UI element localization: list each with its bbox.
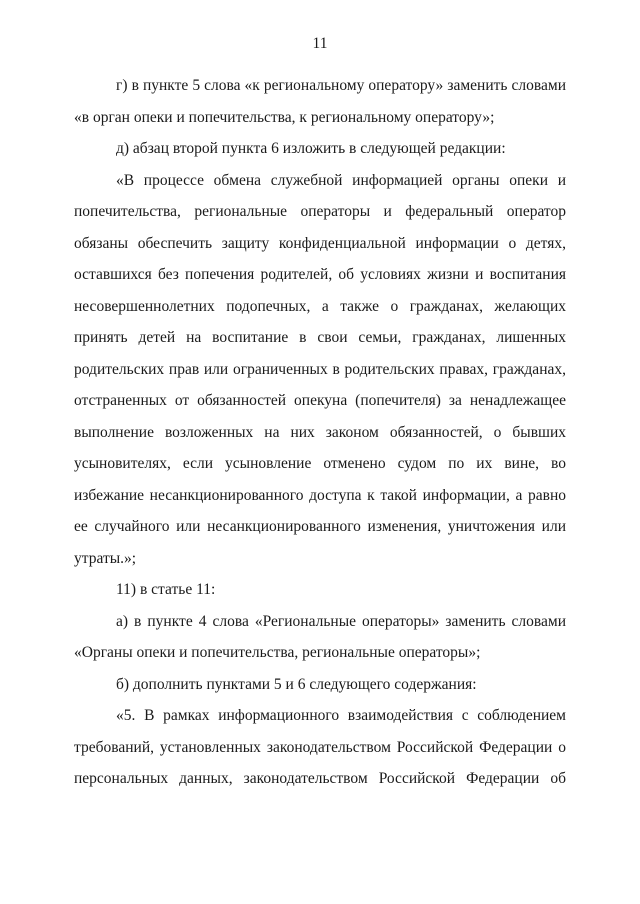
paragraph-b: б) дополнить пунктами 5 и 6 следующего содержания: [116, 675, 477, 693]
paragraph-g: г) в пункте 5 слова «к региональному оператору» заменить словами «в орган опеки и попечительства, к региональному оператору»; [74, 77, 566, 126]
paragraph-quote-confidentiality: «В процессе обмена служебной информацией органы опеки и попечительства, региональные операторы и федеральный оператор обязаны обеспечить защиту конфиденциальной информации о детях, оставшихся без попечения родителей, об условиях жизни и воспитания несовершеннолетних подопечных, а также о гражданах, желающих принять детей на воспитание в свои семьи, гражданах, лишенных родительских прав или ограниченных в родительских правах, гражданах, отстраненных от обязанностей опекуна (попечителя) за ненадлежащее выполнение возложенных на них законом обязанностей, о бывших усыновителях, если усыновление отменено судом по их вине, во избежание несанкционированного доступа к такой информации, а равно ее случайного или несанкционированного изменения, уничтожения или утраты.»; [74, 171, 566, 567]
paragraph-quote-5: «5. В рамках информационного взаимодействия с соблюдением требований, установленных законодательством Российской Федерации о персональных данных, законодательством Российской Федерации об [74, 707, 566, 787]
paragraph-article-11: 11) в статье 11: [116, 581, 216, 598]
paragraph-a: а) в пункте 4 слова «Региональные операторы» заменить словами «Органы опеки и попечительства, региональные операторы»; [74, 612, 566, 661]
page-number: 11 [312, 35, 328, 52]
document-body [74, 70, 566, 795]
paragraph-d: д) абзац второй пункта 6 изложить в следующей редакции: [116, 140, 506, 157]
